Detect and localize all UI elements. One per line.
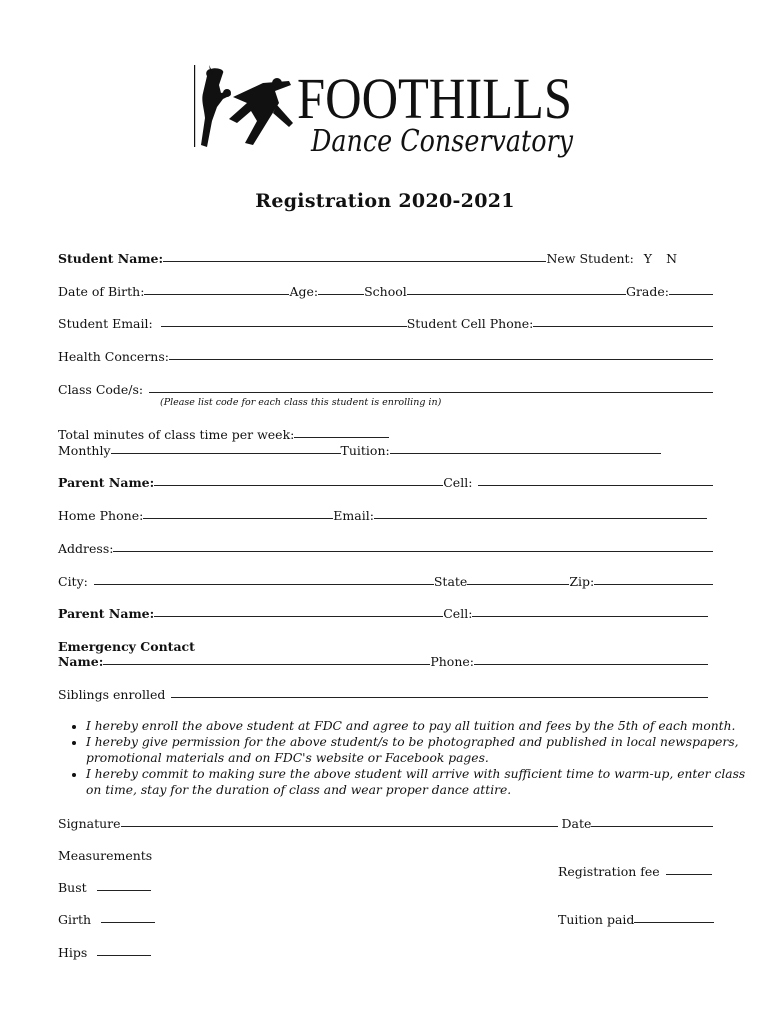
siblings-field[interactable]: [171, 697, 708, 698]
zip-label: Zip:: [569, 574, 595, 589]
home-phone-field[interactable]: [143, 518, 333, 519]
emergency-name-label: Name:: [58, 654, 104, 669]
date-field[interactable]: [591, 826, 713, 827]
measurements-row: [58, 845, 258, 863]
girth-label: Girth: [58, 912, 92, 927]
parent2-name-label: Parent Name:: [58, 606, 155, 621]
student-cell-field[interactable]: [533, 326, 713, 327]
new-student-yes[interactable]: Y: [643, 251, 653, 266]
home-phone-row: [58, 505, 707, 523]
dob-field[interactable]: [144, 294, 289, 295]
grade-field[interactable]: [669, 294, 713, 295]
dob-label: Date of Birth:: [58, 284, 145, 299]
logo-wordmark: FOOTHILLS: [297, 66, 572, 131]
home-phone-label: Home Phone:: [58, 508, 144, 523]
parent2-cell-field[interactable]: [472, 616, 708, 617]
student-email-label: Student Email:: [58, 316, 153, 331]
tuition-field[interactable]: [390, 453, 661, 454]
tuition-paid-label: Tuition paid: [558, 912, 635, 927]
state-label: State: [433, 574, 468, 589]
minutes-label: Total minutes of class time per week:: [58, 427, 295, 442]
hips-field[interactable]: [97, 955, 151, 956]
monthly-row: [58, 440, 661, 458]
address-row: [58, 538, 713, 556]
health-row: [58, 346, 713, 364]
class-code-row: [58, 379, 713, 397]
parent1-cell-field[interactable]: [478, 485, 713, 486]
health-label: Health Concerns:: [58, 349, 169, 364]
age-label: Age:: [289, 284, 319, 299]
parent1-name-label: Parent Name:: [58, 475, 155, 490]
page-title: Registration 2020-2021: [255, 190, 515, 212]
student-cell-label: Student Cell Phone:: [406, 316, 534, 331]
parent1-email-label: Email:: [333, 508, 374, 523]
logo-frame-left: [194, 65, 195, 147]
girth-row: [58, 909, 258, 927]
student-email-row: [58, 313, 713, 331]
student-name-field[interactable]: [163, 261, 546, 262]
parent1-cell-label: Cell:: [443, 475, 473, 490]
term-item: • I hereby give permission for the above student/s to be photographed and published in local newspapers, promotional materials and on FDC's website or Facebook pages.: [86, 734, 746, 766]
parent2-name-row: [58, 603, 708, 621]
girth-field[interactable]: [101, 922, 155, 923]
hips-label: Hips: [58, 945, 88, 960]
registration-fee-field[interactable]: [666, 874, 712, 875]
dob-row: [58, 281, 713, 299]
tuition-paid-field[interactable]: [634, 922, 714, 923]
grade-label: Grade:: [625, 284, 669, 299]
monthly-label: Monthly: [58, 443, 111, 458]
class-code-field[interactable]: [149, 392, 713, 393]
emergency-phone-label: Phone:: [430, 654, 474, 669]
tuition-label: Tuition:: [340, 443, 390, 458]
measurements-label: Measurements: [58, 848, 153, 863]
student-name-row: [58, 248, 713, 266]
foothills-logo: [193, 63, 578, 159]
class-code-label: Class Code/s:: [58, 382, 144, 397]
health-field[interactable]: [169, 359, 713, 360]
city-row: [58, 571, 713, 589]
parent2-name-field[interactable]: [154, 616, 443, 617]
registration-fee-label: Registration fee: [558, 864, 660, 879]
term-item: • I hereby enroll the above student at FDC and agree to pay all tuition and fees by the 5th of each month.: [86, 718, 746, 734]
bust-row: [58, 877, 258, 895]
date-label: Date: [561, 816, 592, 831]
dancer-silhouettes-icon: [201, 65, 293, 147]
state-field[interactable]: [467, 584, 569, 585]
terms-list: [58, 718, 746, 798]
siblings-label: Siblings enrolled: [58, 687, 166, 702]
new-student-label: New Student:: [546, 251, 634, 266]
signature-label: Signature: [58, 816, 121, 831]
address-label: Address:: [58, 541, 114, 556]
student-name-label: Student Name:: [58, 251, 164, 266]
emergency-phone-field[interactable]: [474, 664, 708, 665]
student-email-field[interactable]: [161, 326, 407, 327]
parent1-name-row: [58, 472, 713, 490]
address-field[interactable]: [113, 551, 713, 552]
monthly-field[interactable]: [111, 453, 341, 454]
new-student-no[interactable]: N: [666, 251, 677, 266]
minutes-field[interactable]: [294, 437, 389, 438]
term-item: • I hereby commit to making sure the above student will arrive with sufficient time to warm-up, enter class on time, stay for the duration of class and wear proper dance attire.: [86, 766, 746, 798]
hips-row: [58, 942, 258, 960]
emergency-name-field[interactable]: [103, 664, 430, 665]
city-field[interactable]: [94, 584, 434, 585]
parent1-email-field[interactable]: [374, 518, 707, 519]
tuition-paid-row: [558, 909, 718, 927]
bust-label: Bust: [58, 880, 87, 895]
bust-field[interactable]: [97, 890, 151, 891]
siblings-row: [58, 684, 708, 702]
logo-tagline: Dance Conservatory: [310, 124, 574, 159]
zip-field[interactable]: [594, 584, 713, 585]
parent2-cell-label: Cell:: [443, 606, 473, 621]
school-label: School: [364, 284, 407, 299]
signature-field[interactable]: [121, 826, 558, 827]
city-label: City:: [58, 574, 88, 589]
parent1-name-field[interactable]: [154, 485, 443, 486]
signature-row: [58, 813, 713, 831]
class-code-note: (Please list code for each class this student is enrolling in): [160, 397, 442, 408]
school-field[interactable]: [407, 294, 626, 295]
emergency-contact-label: Emergency Contact: [58, 639, 195, 654]
emergency-name-row: [58, 651, 708, 669]
registration-fee-row: [558, 861, 718, 879]
age-field[interactable]: [318, 294, 364, 295]
